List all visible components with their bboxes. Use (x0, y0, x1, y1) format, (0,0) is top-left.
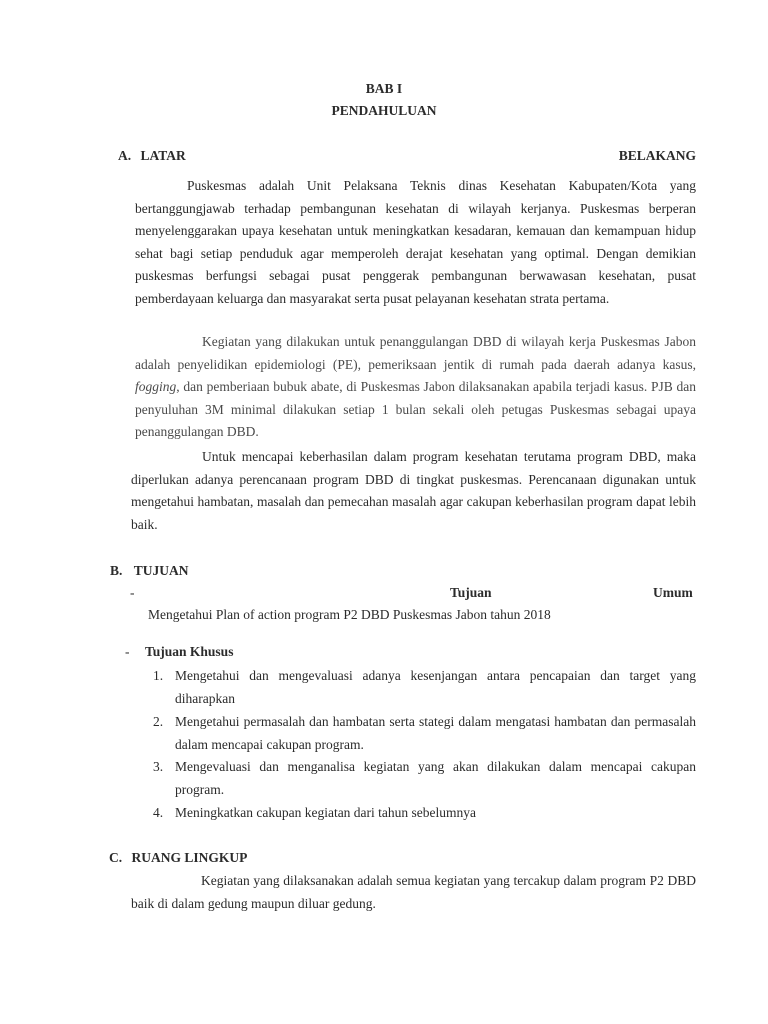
list-item (153, 711, 696, 756)
chapter-title: PENDAHULUAN (331, 103, 437, 118)
list-item-number: 4. (153, 805, 164, 820)
tujuan-umum-dash: - (130, 585, 135, 600)
section-a-title-right: BELAKANG (618, 148, 696, 163)
section-a-title-left: LATAR (140, 148, 186, 163)
tujuan-umum-left: Tujuan (450, 585, 492, 600)
list-item-text: Mengetahui permasalah dan hambatan serta stategi dalam mengatasi hambatan dan permasalah dalam mencapai cakupan program. (175, 714, 696, 752)
latar-paragraph-2-end: , dan pemberiaan bubuk abate, di Puskesmas Jabon dilaksanakan apabila terjadi kasus. PJB dan penyuluhan 3M minimal dilakukan setiap 1 bulan sekali oleh petugas Puskesmas sebagai upaya penanggulangan DBD. (135, 379, 696, 440)
section-b-letter: B. (110, 563, 123, 578)
chapter-number: BAB I (365, 81, 403, 96)
list-item-number: 1. (153, 668, 164, 683)
section-a-heading (118, 145, 696, 166)
section-b-heading (110, 560, 189, 581)
latar-paragraph-2 (135, 331, 696, 444)
list-item-text: Meningkatkan cakupan kegiatan dari tahun sebelumnya (175, 805, 477, 820)
tujuan-khusus-title: Tujuan Khusus (145, 644, 234, 659)
list-item (153, 802, 696, 825)
latar-paragraph-2-start: Kegiatan yang dilakukan untuk penanggulangan DBD di wilayah kerja Puskesmas Jabon adalah penyelidikan epidemiologi (PE), pemeriksaan jentik di rumah pada daerah adanya kasus, (135, 334, 696, 372)
list-item-number: 3. (153, 759, 164, 774)
section-c-letter: C. (109, 850, 123, 865)
list-item-number: 2. (153, 714, 164, 729)
latar-paragraph-3: Untuk mencapai keberhasilan dalam program kesehatan terutama program DBD, maka diperlukan adanya perencanaan program DBD di tingkat puskesmas. Perencanaan digunakan untuk mengetahui hambatan, masalah dan pemecahan masalah agar cakupan keberhasilan program dapat lebih baik. (131, 449, 696, 532)
tujuan-khusus-dash: - (125, 644, 130, 659)
fogging-term: fogging (135, 379, 177, 395)
section-c-title: RUANG LINGKUP (131, 850, 248, 865)
latar-paragraph-1: Puskesmas adalah Unit Pelaksana Teknis dinas Kesehatan Kabupaten/Kota yang bertanggungjawab terhadap pembangunan kesehatan di wilayah kerjanya. Puskesmas berperan menyelenggarakan upaya kesehatan untuk meningkatkan kesadaran, kemauan dan kemampuan hidup sehat bagi setiap penduduk agar memperoleh derajat kesehatan yang optimal. Dengan demikian puskesmas berfungsi sebagai pusat penggerak pembangunan berwawasan kesehatan, pusat pemberdayaan keluarga dan masyarakat serta pusat pelayanan kesehatan strata pertama. (135, 178, 696, 306)
list-item-text: Mengevaluasi dan menganalisa kegiatan yang akan dilakukan dalam mencapai cakupan program. (175, 759, 696, 797)
list-item-text: Mengetahui dan mengevaluasi adanya kesenjangan antara pencapaian dan target yang diharapkan (175, 668, 696, 706)
list-item (153, 665, 696, 710)
tujuan-umum-text: Mengetahui Plan of action program P2 DBD Puskesmas Jabon tahun 2018 (148, 607, 551, 622)
section-a-letter: A. (118, 148, 132, 163)
section-b-title: TUJUAN (133, 563, 189, 578)
section-c-heading (109, 847, 247, 868)
tujuan-umum-right: Umum (653, 585, 693, 600)
list-item (153, 756, 696, 801)
ruang-lingkup-paragraph: Kegiatan yang dilaksanakan adalah semua kegiatan yang tercakup dalam program P2 DBD baik di dalam gedung maupun diluar gedung. (131, 873, 696, 911)
